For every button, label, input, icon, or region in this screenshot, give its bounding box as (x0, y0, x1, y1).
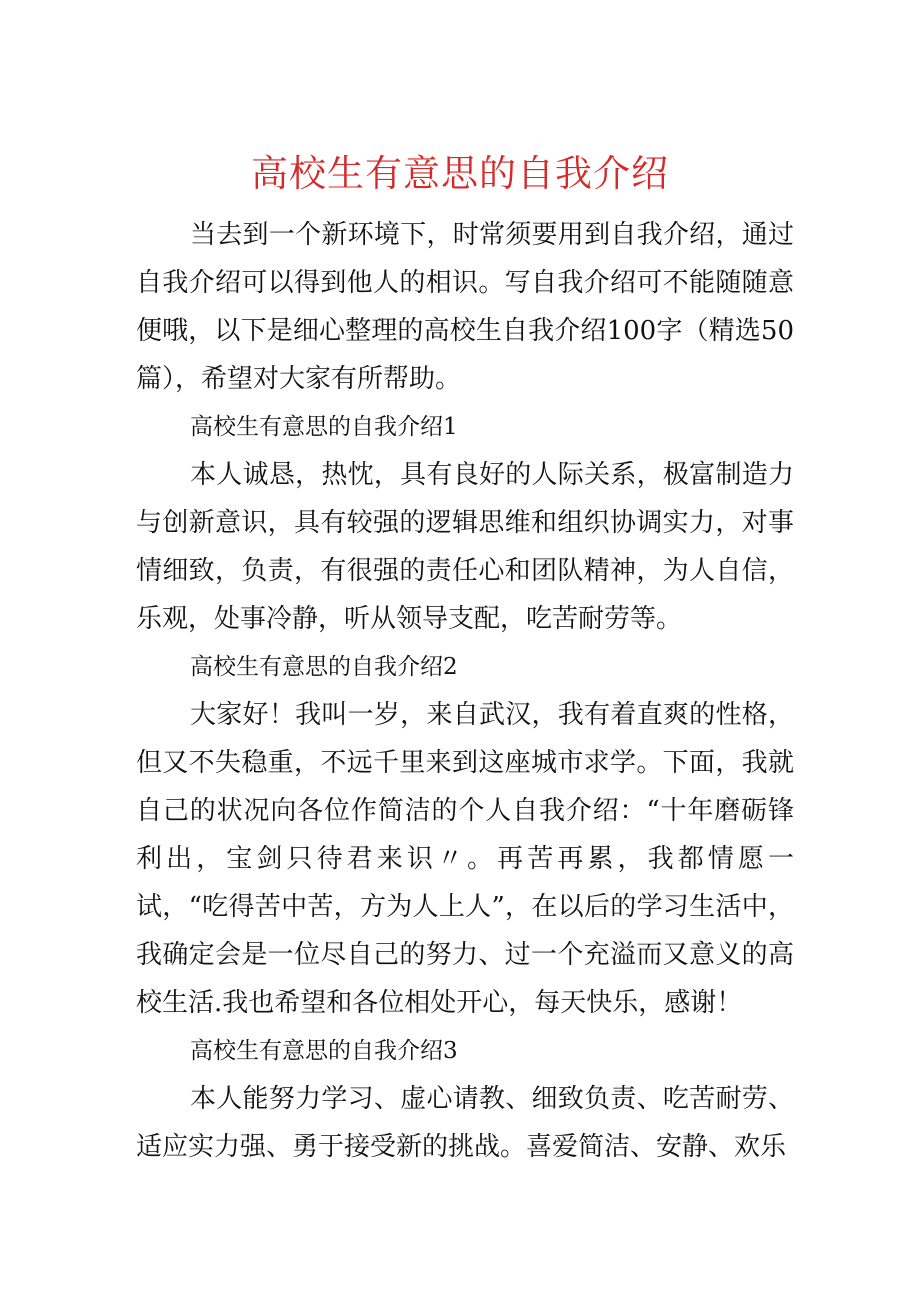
section-paragraph-3: 本人能努力学习、虚心请教、细致负责、吃苦耐劳、适应实力强、勇于接受新的挑战。喜爱简洁、安静、欢乐 (136, 1084, 794, 1162)
section-paragraph-2: 大家好！我叫一岁，来自武汉，我有着直爽的性格，但又不失稳重，不远千里来到这座城市求学。下面，我就自己的状况向各位作简洁的个人自我介绍：“十年磨砺锋利出，宝剑只待君来识〃。再苦再累，我都情愿一试，“吃得苦中苦，方为人上人”，在以后的学习生活中，我确定会是一位尽自己的努力、过一个充溢而又意义的高校生活.我也希望和各位相处开心，每天快乐，感谢！ (136, 700, 794, 1018)
intro-paragraph: 当去到一个新环境下，时常须要用到自我介绍，通过自我介绍可以得到他人的相识。写自我介绍可不能随随意便哦，以下是细心整理的高校生自我介绍100字（精选50篇），希望对大家有所帮助。 (136, 220, 794, 394)
section-heading-3: 高校生有意思的自我介绍3 (190, 1038, 458, 1064)
section-heading-2: 高校生有意思的自我介绍2 (190, 654, 458, 680)
section-heading-1: 高校生有意思的自我介绍1 (190, 414, 458, 440)
document-title: 高校生有意思的自我介绍 (251, 152, 669, 195)
document-body (136, 211, 794, 1171)
section-paragraph-1: 本人诚恳，热忱，具有良好的人际关系，极富制造力与创新意识，具有较强的逻辑思维和组织协调实力，对事情细致，负责，有很强的责任心和团队精神，为人自信，乐观，处事冷静，听从领导支配，吃苦耐劳等。 (136, 460, 794, 634)
